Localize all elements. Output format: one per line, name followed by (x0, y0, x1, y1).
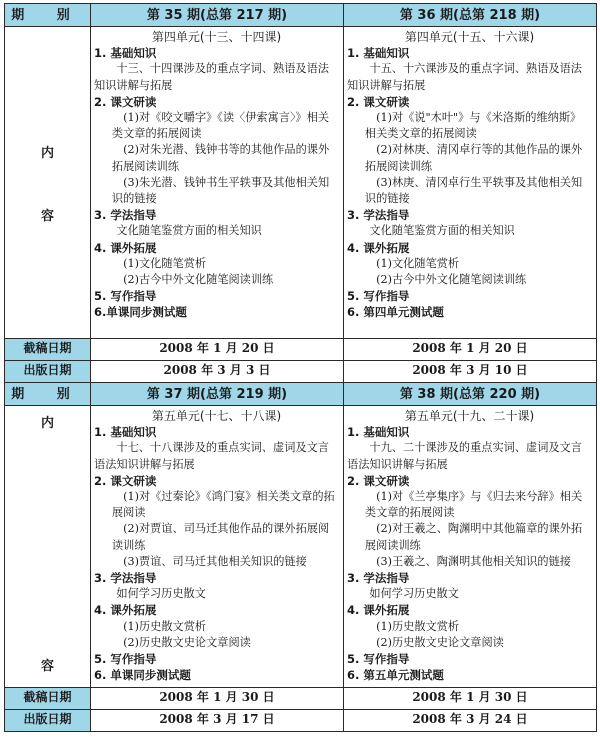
issue-36-deadline: 2008 年 1 月 20 日 (344, 339, 597, 361)
issue-36-header: 第 36 期(总第 218 期) (344, 4, 597, 27)
issue-35-content: 第四单元(十三、十四课) 1. 基础知识 十三、十四课涉及的重点字词、熟语及语法知识讲解与拓展 2. 课文研读 (1)对《咬文嚼字》《读〈伊索寓言〉》相关类文章的拓展阅读 (2)对朱光潜、钱钟书等的其他作品的课外拓展阅读训练 (3)朱光潜、钱钟书生平轶事及其他相关知识的链接 3. 学法指导 文化随笔鉴赏方面的相关知识 4. 课外拓展 (1)文化随笔赏析 (2)古今中外文化随笔阅读训练 5. 写作指导 6.单课同步测试题 (91, 27, 344, 339)
content-row-b (5, 406, 597, 688)
issue-35-deadline: 2008 年 1 月 20 日 (91, 339, 344, 361)
issue-36-publish: 2008 年 3 月 10 日 (344, 361, 597, 383)
issue-schedule-table (4, 3, 597, 732)
issue-38-content: 第五单元(十九、二十课) 1. 基础知识 十九、二十课涉及的重点实词、虚词及文言语法知识讲解与拓展 2. 课文研读 (1)对《兰亭集序》与《归去来兮辞》相关类文章的拓展阅读 (2)对王羲之、陶渊明中其他篇章的课外拓展阅读训练 (3)王羲之、陶渊明其他相关知识的链接 3. 学法指导 如何学习历史散文 4. 课外拓展 (1)历史散文赏析 (2)历史散文史论文章阅读 5. 写作指导 6. 第五单元测试题 (344, 406, 597, 688)
publish-row-a (5, 361, 597, 383)
period-label: 期 别 (5, 383, 91, 406)
publish-label: 出版日期 (5, 710, 91, 732)
deadline-row-b (5, 688, 597, 710)
period-row-b (5, 383, 597, 406)
issue-37-publish: 2008 年 3 月 17 日 (91, 710, 344, 732)
issue-37-content: 第五单元(十七、十八课) 1. 基础知识 十七、十八课涉及的重点实词、虚词及文言语法知识讲解与拓展 2. 课文研读 (1)对《过秦论》《鸿门宴》相关类文章的拓展阅读 (2)对贾谊、司马迁其他作品的课外拓展阅读训练 (3)贾谊、司马迁其他相关知识的链接 3. 学法指导 如何学习历史散文 4. 课外拓展 (1)历史散文赏析 (2)历史散文史论文章阅读 5. 写作指导 6. 单课同步测试题 (91, 406, 344, 688)
publish-label: 出版日期 (5, 361, 91, 383)
issue-37-deadline: 2008 年 1 月 30 日 (91, 688, 344, 710)
deadline-label: 截稿日期 (5, 688, 91, 710)
content-row-a (5, 27, 597, 339)
issue-35-publish: 2008 年 3 月 3 日 (91, 361, 344, 383)
content-label: 内 容 (5, 406, 91, 688)
issue-38-publish: 2008 年 3 月 24 日 (344, 710, 597, 732)
publish-row-b (5, 710, 597, 732)
content-label: 内 容 (5, 27, 91, 339)
issue-38-header: 第 38 期(总第 220 期) (344, 383, 597, 406)
issue-37-header: 第 37 期(总第 219 期) (91, 383, 344, 406)
issue-36-content: 第四单元(十五、十六课) 1. 基础知识 十五、十六课涉及的重点字词、熟语及语法知识讲解与拓展 2. 课文研读 (1)对《说"木叶"》与《米洛斯的维纳斯》相关类文章的拓展阅读 (2)对林庚、清冈卓行等的其他作品的课外拓展阅读训练 (3)林庚、清冈卓行生平轶事及其他相关知识的链接 3. 学法指导 文化随笔鉴赏方面的相关知识 4. 课外拓展 (1)文化随笔赏析 (2)古今中外文化随笔阅读训练 5. 写作指导 6. 第四单元测试题 (344, 27, 597, 339)
deadline-label: 截稿日期 (5, 339, 91, 361)
period-row-a (5, 4, 597, 27)
deadline-row-a (5, 339, 597, 361)
period-label: 期 别 (5, 4, 91, 27)
issue-38-deadline: 2008 年 1 月 30 日 (344, 688, 597, 710)
issue-35-header: 第 35 期(总第 217 期) (91, 4, 344, 27)
